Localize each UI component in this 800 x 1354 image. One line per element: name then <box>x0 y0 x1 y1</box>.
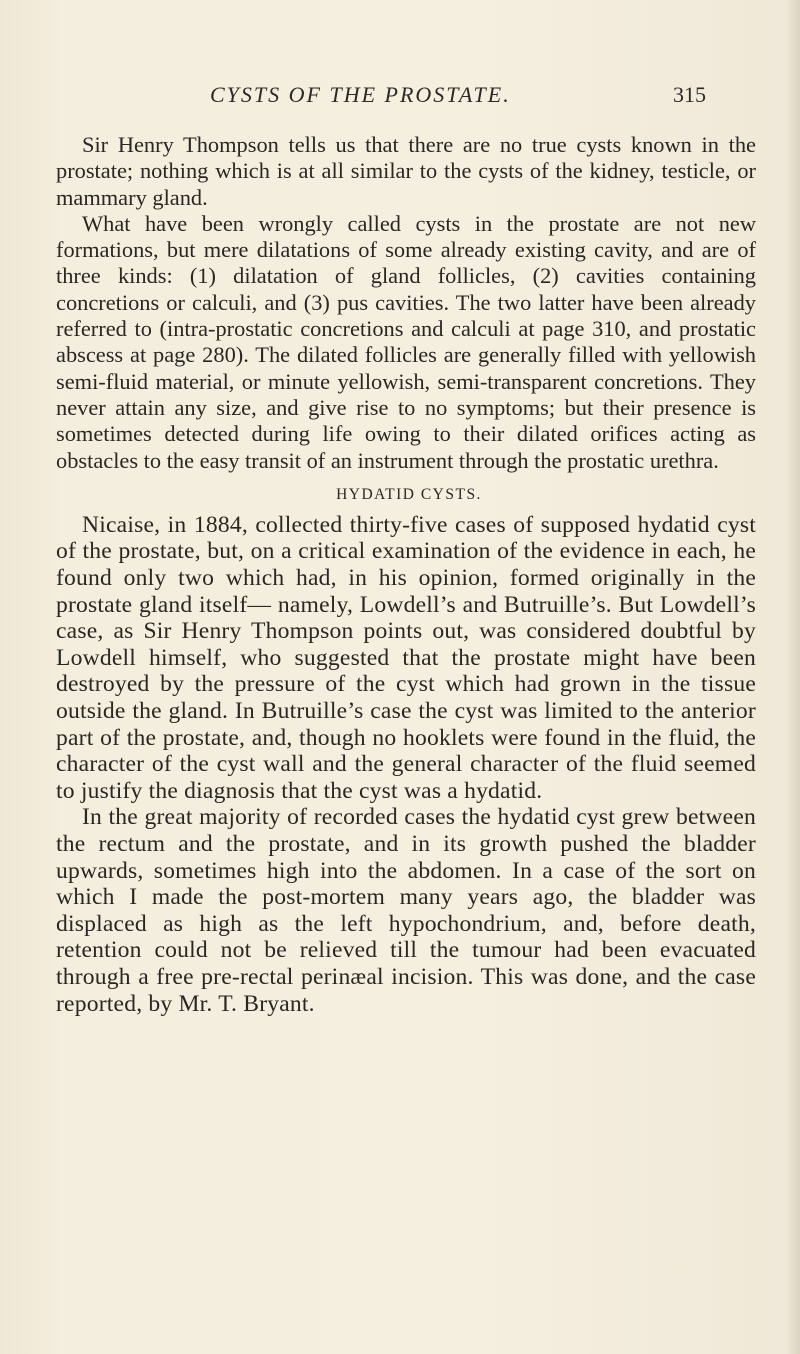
paragraph-nicaise: Nicaise, in 1884, collected thirty-five cases of supposed hydatid cyst of the prostate, but, on a critical examination of the evidence in each, he found only two which had, in his opinion, formed originally in the prostate gland itself— namely, Lowdell’s and Butruille’s. But Lowdell’s case, as Sir Henry Thompson points out, was considered doubtful by Lowdell himself, who suggested that the prostate might have been destroyed by the pressure of the cyst which had grown in the tissue outside the gland. In Butruille’s case the cyst was limited to the anterior part of the prostate, and, though no hooklets were found in the fluid, the character of the cyst wall and the general character of the fluid seemed to justify the diagnosis that the cyst was a hydatid. <box>56 511 756 804</box>
page-number: 315 <box>673 82 706 107</box>
paragraph-dilatations: What have been wrongly called cysts in the prostate are not new formations, but mere dilatations of some already existing cavity, and are of three kinds: (1) dilatation of gland follicles, (2) cavities containing concretions or calculi, and (3) pus cavities. The two latter have been already referred to (intra-prostatic concretions and calculi at page 310, and prostatic abscess at page 280). The dilated follicles are generally filled with yellowish semi-fluid material, or minute yellowish, semi-transparent concretions. They never attain any size, and give rise to no symptoms; but their presence is sometimes detected during life owing to their dilated orifices acting as obstacles to the easy transit of an instrument through the prostatic urethra. <box>56 210 756 473</box>
running-title: CYSTS OF THE PROSTATE. <box>210 82 511 107</box>
running-head <box>0 82 800 116</box>
page-edge-shadow <box>786 0 800 1354</box>
paragraph-intro: Sir Henry Thompson tells us that there are no true cysts known in the prostate; nothing which is at all similar to the cysts of the kidney, testicle, or mammary gland. <box>56 132 756 210</box>
section-heading: HYDATID CYSTS. <box>336 485 482 503</box>
section-body <box>56 512 756 1017</box>
body-text <box>56 132 756 1017</box>
paragraph-majority: In the great majority of recorded cases the hydatid cyst grew between the rectum and the prostate, and in its growth pushed the bladder upwards, sometimes high into the abdomen. In a case of the sort on which I made the post-mortem many years ago, the bladder was displaced as high as the left hypochondrium, and, before death, retention could not be relieved till the tumour had been evacuated through a free pre-rectal perinæal incision. This was done, and the case reported, by Mr. T. Bryant. <box>56 804 756 1017</box>
